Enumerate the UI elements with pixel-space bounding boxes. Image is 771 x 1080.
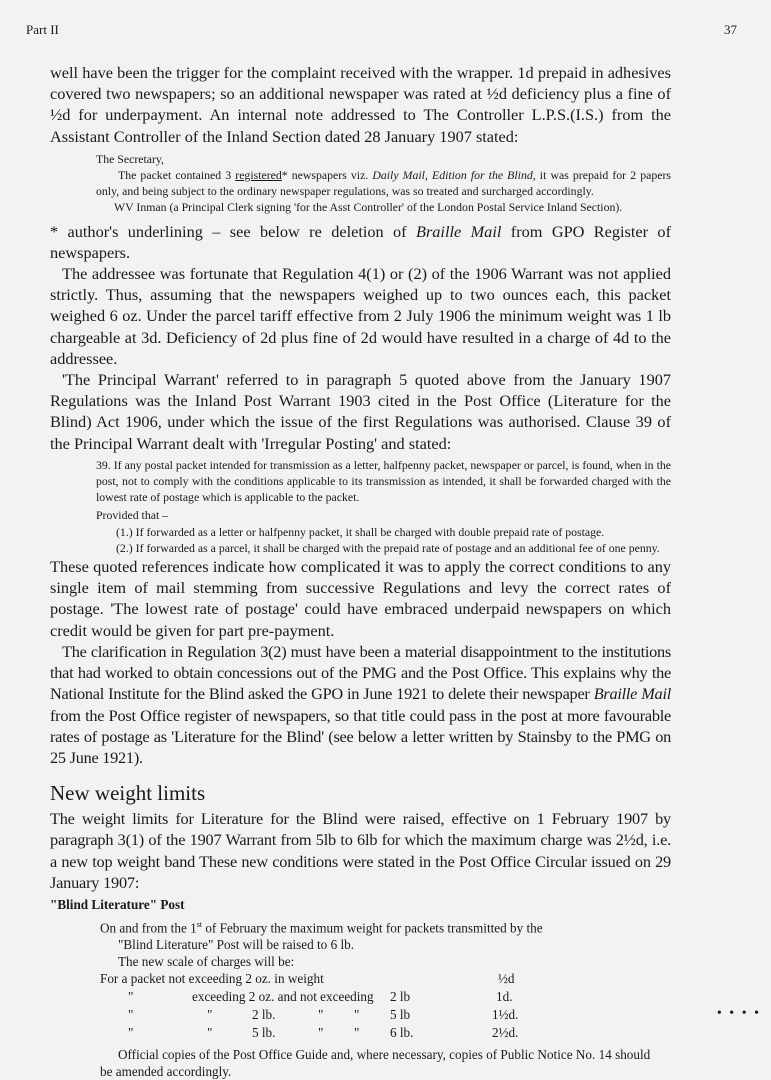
- quote-salutation: The Secretary,: [96, 151, 165, 166]
- rate-row-4-from: 5 lb.: [252, 1025, 276, 1041]
- circular-line-3: The new scale of charges will be:: [118, 954, 295, 970]
- page-number: 37: [724, 22, 737, 37]
- rate-row-2-price: 1d.: [496, 989, 513, 1005]
- ditto-mark: ": [318, 1025, 324, 1041]
- section-heading: New weight limits: [50, 781, 206, 806]
- paragraph-4: 'The Principal Warrant' referred to in paragraph 5 quoted above from the January 1907 Regulations was the Inland Post Warrant 1903 cited in the Post Office (Literature for the Blind) Act 1906, under which the issue of the first Regulations was authorised. Clause 39 of the Principal Warrant dealt with 'Irregular Posting' and stated:: [50, 370, 671, 453]
- paragraph-footnote: * author's underlining – see below re deletion of Braille Mail from GPO Register of newspapers.: [50, 221, 671, 262]
- ditto-mark: ": [128, 989, 134, 1005]
- newspaper-title: Daily Mail, Edition for the Blind: [372, 168, 533, 183]
- quote-clause-39: [96, 457, 671, 556]
- rate-row-1-price: ½d: [498, 971, 515, 987]
- circular-title: "Blind Literature" Post: [50, 896, 185, 912]
- section-header: Part II: [26, 22, 59, 37]
- decorative-dots: • • • •: [716, 1006, 761, 1021]
- paragraph-5: These quoted references indicate how complicated it was to apply the correct conditions to any single item of mail stemming from successive Regulations and levy the correct rates of postage. 'The lowest rate of postage' could have embraced underpaid newspapers on which credit would be given for part pre-payment.: [50, 557, 671, 640]
- circular-line-1: On and from the 1st of February the maximum weight for packets transmitted by the: [100, 919, 543, 936]
- rate-row-3-price: 1½d.: [492, 1007, 519, 1023]
- quote-signature: WV Inman (a Principal Clerk signing 'for the Asst Controller' of the London Postal Service Inland Section).: [114, 200, 623, 215]
- paragraph-7: The weight limits for Literature for the Blind were raised, effective on 1 February 1907 by paragraph 3(1) of the 1907 Warrant from 5lb to 6lb for which the maximum charge was 2½d, i.e. a new top weight band These new conditions were stated in the Post Office Circular issued on 29 January 1907:: [50, 809, 671, 892]
- rate-row-1-label: For a packet not exceeding 2 oz. in weight: [100, 971, 324, 987]
- underlined-word: registered: [235, 168, 282, 183]
- ditto-mark: ": [207, 1007, 213, 1023]
- clause-provided: Provided that –: [96, 508, 169, 523]
- rates-table: [100, 970, 660, 1046]
- ditto-mark: ": [318, 1007, 324, 1023]
- ditto-mark: ": [354, 1025, 360, 1041]
- quote-body: The packet contained 3 registered* newspapers viz. Daily Mail, Edition for the Blind, it was prepaid for 2 papers only, and being subject to the ordinary newspaper regulations, was so treated and surcharged accordingly.: [96, 168, 671, 199]
- ditto-mark: ": [354, 1007, 360, 1023]
- clause-item-2: (2.) If forwarded as a parcel, it shall be charged with the prepaid rate of postage and an additional fee of one penny.: [116, 540, 660, 555]
- rate-row-3-from: 2 lb.: [252, 1007, 276, 1023]
- rate-row-2-label: exceeding 2 oz. and not exceeding: [192, 989, 374, 1005]
- paragraph-1: well have been the trigger for the complaint received with the wrapper. 1d prepaid in adhesives covered two newspapers; so an additional newspaper was rated at ½d deficiency plus a fine of ½d for underpayment. An internal note addressed to The Controller L.P.S.(I.S.) from the Assistant Controller of the Inland Section dated 28 January 1907 stated:: [50, 63, 671, 146]
- ditto-mark: ": [128, 1025, 134, 1041]
- circular-closing: Official copies of the Post Office Guide and, where necessary, copies of Public Notice No. 14 should be amended accordingly.: [100, 1047, 651, 1080]
- circular-line-2: "Blind Literature" Post will be raised to 6 lb.: [118, 937, 355, 953]
- ditto-mark: ": [128, 1007, 134, 1023]
- main-text: [50, 62, 671, 1080]
- rate-row-4-price: 2½d.: [492, 1025, 519, 1041]
- clause-text: 39. If any postal packet intended for transmission as a letter, halfpenny packet, newspaper or parcel, is found, when in the post, not to comply with the conditions applicable to its transmission as intended, it shall be forwarded charged with the lowest rate of postage which is applicable to the packet.: [96, 457, 671, 505]
- clause-item-1: (1.) If forwarded as a letter or halfpenny packet, it shall be charged with double prepaid rate of postage.: [116, 524, 605, 539]
- paragraph-6: The clarification in Regulation 3(2) must have been a material disappointment to the institutions that had worked to obtain concessions out of the PMG and the Post Office. This explains why the National Institute for the Blind asked the GPO in June 1921 to delete their newspaper Braille Mail from the Post Office register of newspapers, so that title could pass in the post at more favourable rates of postage as 'Literature for the Blind' (see below a letter written by Stainsby to the PMG on 25 June 1921).: [50, 641, 671, 767]
- quote-note: [96, 151, 671, 216]
- post-office-circular: [100, 916, 660, 1080]
- paragraph-3: The addressee was fortunate that Regulation 4(1) or (2) of the 1906 Warrant was not applied strictly. Thus, assuming that the newspapers weighed up to two ounces each, this packet weighed 6 oz. Under the parcel tariff effective from 2 July 1906 the minimum weight was 1 lb chargeable at 3d. Deficiency of 2d plus fine of 2d would have resulted in a charge of 4d to the addressee.: [50, 264, 671, 368]
- rate-row-3-to: 5 lb: [390, 1007, 411, 1023]
- rate-row-4-to: 6 lb.: [390, 1025, 414, 1041]
- rate-row-2-weight: 2 lb: [390, 989, 411, 1005]
- ditto-mark: ": [207, 1025, 213, 1041]
